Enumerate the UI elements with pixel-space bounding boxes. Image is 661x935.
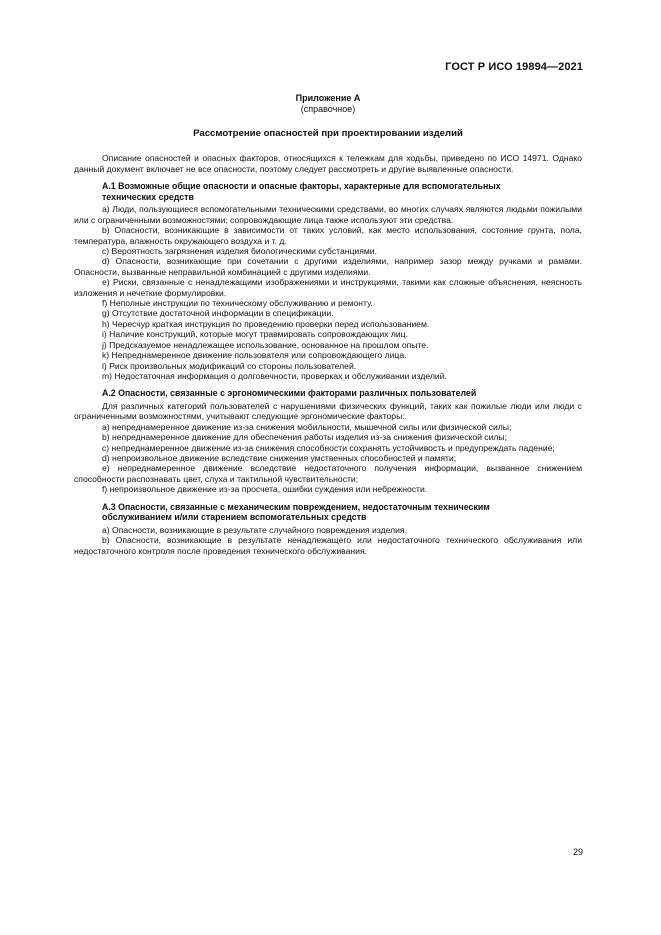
list-item: l) Риск произвольных модификаций со стороны пользователей. [102,360,357,371]
list-item: b) Опасности, возникающие в зависимости от таких условий, как место использования, состояние грунта, пола, температура, влажность окружающего воздуха и т. д. [74,225,582,246]
page-number: 29 [572,847,583,857]
list-item: а) Люди, пользующиеся вспомогательными техническими средствами, во многих случаях являются людьми пожилыми или с ограниченными возможностями; сопровождающие лица также используют эти средства. [74,204,582,225]
list-item: c) Вероятность загрязнения изделия биологическими субстанциями. [102,246,377,257]
section-heading-line: технических средств [102,191,194,202]
annex-intro: Описание опасностей и опасных факторов, относящихся к тележкам для ходьбы, приведено по ИСО 14971. Однако данный документ включает не все опасности, поэтому следует рассмотреть и другие выявленные опасности. [74,153,582,174]
list-item: c) непреднамеренное движение из-за снижения способности сохранять устойчивость и предупреждать падение; [102,442,555,453]
list-item: j) Предсказуемое ненадлежащее использование, основанное на прошлом опыте. [102,339,429,350]
document-code: ГОСТ Р ИСО 19894—2021 [445,61,583,73]
section-heading-line: А.1 Возможные общие опасности и опасные факторы, характерные для вспомогательных [102,181,501,192]
list-item: а) Опасности, возникающие в результате случайного повреждения изделия. [102,524,407,535]
list-item: k) Непреднамеренное движение пользователя или сопровождающего лица. [102,350,407,361]
section-heading-a2 [74,388,582,399]
list-item: а) непреднамеренное движение из-за снижения мобильности, мышечной силы или физической силы; [102,421,512,432]
annex-heading: Рассмотрение опасностей при проектировании изделий [193,128,463,139]
section-heading-line: А.3 Опасности, связанные с механическим повреждением, недостаточным техническим [102,501,490,512]
list-item: d) непроизвольное движение вследствие снижения умственных способностей и памяти; [102,452,457,463]
list-item: i) Наличие конструкций, которые могут травмировать сопровождающих лиц. [102,329,408,340]
list-item: d) Опасности, возникающие при сочетании с другими изделиями, например зазор между ручками и рамами. Опасности, вызванные неправильной комбинацией с другими изделиями. [74,256,582,277]
annex-subtitle: (справочное) [300,104,356,114]
list-item: g) Отсутствие достаточной информации в спецификации. [102,308,334,319]
list-item: m) Недостаточная информация о долговечности, проверках и обслуживании изделий. [102,370,447,381]
list-item: h) Чересчур краткая инструкция по проведению проверки перед использованием. [102,318,430,329]
list-item: b) непреднамеренное движение для обеспечения работы изделия из-за снижения физической силы; [102,432,507,443]
list-item: b) Опасности, возникающие в результате ненадлежащего или недостаточного технического обслуживания или недостаточного контроля после проведения технического обслуживания. [74,535,582,556]
section-heading-a3 [74,502,582,523]
section-intro: Для различных категорий пользователей с нарушениями физических функций, таких как пожилые люди или люди с ограниченными возможностями, учитывают следующие эргономические факторы: [74,400,582,422]
section-heading-line: А.2 Опасности, связанные с эргономическими факторами различных пользователей [102,388,477,399]
list-item: е) непреднамеренное движение вследствие недостаточного получения информации, вызванное снижением способности распознавать цвет, слуха и тактильной чувствительности; [74,463,582,484]
list-item: f) непроизвольное движение из-за просчета, ошибки суждения или небрежности. [102,484,428,495]
list-item: f) Неполные инструкции по техническому обслуживанию и ремонту. [102,298,373,309]
section-heading-a1 [74,181,582,202]
annex-title: Приложение А [295,93,361,103]
section-heading-line: обслуживанием и/или старением вспомогательных средств [102,512,367,523]
annex-content [74,93,582,556]
list-item: е) Риски, связанные с ненадлежащими изображениями и инструкциями, такими как сложные объяснения, неясность изложения и нечеткие формулировки. [74,277,582,298]
